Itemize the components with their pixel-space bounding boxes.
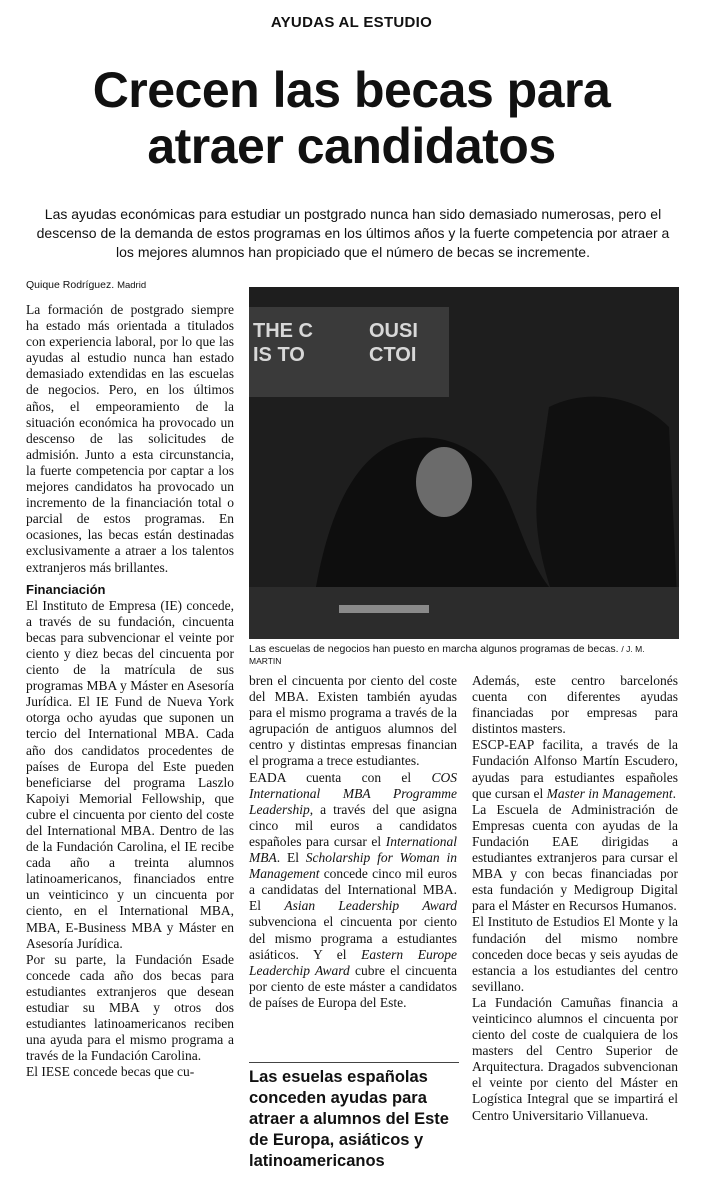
text-run: concede cinco mil euros a candidatas del International MBA. El (249, 866, 457, 914)
program-name: COS International MBA Programme Leadership (249, 769, 457, 817)
paragraph (249, 770, 457, 1011)
column-2 (249, 673, 457, 1011)
byline (26, 279, 146, 291)
byline-author: Quique Rodríguez. (26, 279, 115, 291)
photo-illustration (249, 287, 679, 639)
headline-line-2: atraer candidatos (147, 118, 556, 174)
pull-quote: Las esuelas españolas conceden ayudas para atraer a alumnos del Este de Europa, asiáticos y latinoamericanos (249, 1062, 459, 1172)
svg-text:IS TO: IS TO (253, 344, 305, 366)
paragraph: El IESE concede becas que cu- (26, 1064, 195, 1080)
dek: Las ayudas económicas para estudiar un postgrado nunca han sido demasiado numerosas, pero el descenso de la demanda de estos programas en los últimos años y la fuerte competencia por atraer a los mejores alumnos han propiciado que el número de becas se incremente. (36, 206, 670, 260)
section-label: AYUDAS AL ESTUDIO (270, 14, 433, 31)
program-name: Asian Leadership Award (284, 898, 457, 914)
program-name: Eastern Europe Leaderchip Award (249, 946, 457, 978)
paragraph: La Fundación Camuñas financia a veinticinco alumnos el cincuenta por ciento del coste de cualquiera de los masters del Centro Superior de Arquitectura. Dragados subvencionan el veinte por ciento del Máster en Logística Integral que se impartirá el Centro Universitario Villanueva. (472, 994, 678, 1123)
paragraph: Por su parte, la Fundación Esade concede cada año dos becas para estudiantes extranjeros que desean estudiar su MBA y otros dos estudiantes latinoamericanos reciben una ayuda para el mismo programa a través de la Fundación Carolina. (26, 951, 234, 1064)
text-run: cubre el cincuenta por ciento de este máster a candidatos de países de Europa del Este. (249, 962, 457, 1010)
headline-line-1: Crecen las becas para (92, 62, 611, 118)
photo-caption (249, 643, 679, 667)
program-name: International MBA (249, 833, 457, 866)
text-run: , a través del que asigna cinco mil euros a candidatos españoles para cursar el (249, 801, 457, 849)
caption-text: Las escuelas de negocios han puesto en marcha algunos programas de becas. (249, 643, 619, 655)
text-run: subvenciona el cincuenta por ciento del mismo programa a estudiantes asiáticos. Y el (249, 914, 457, 962)
paragraph: Además, este centro barcelonés cuenta con diferentes ayudas financiadas por empresas para distintos masters. (472, 673, 678, 737)
photo (249, 287, 679, 639)
photo-credit: / J. M. MARTIN (249, 644, 645, 666)
paragraph (472, 737, 678, 801)
byline-place: Madrid (117, 280, 147, 291)
paragraph: La Escuela de Administración de Empresas cuenta con ayudas de la Fundación EAE dirigidas a estudiantes extranjeros para cursar el MBA y con becas financiadas por esta fundación y Medigroup Digital para el Máster en Recursos Humanos. (472, 801, 678, 914)
paragraph: El Instituto de Empresa (IE) concede, a través de su fundación, cincuenta becas para subvencionar el veinte por ciento y diez becas del cincuenta por ciento de la matrícula de sus programas MBA y Máster en Asesoría Jurídica. El IE Fund de Nueva York otorga ocho ayudas que suponen un tercio del International MBA. Cada año dos candidatos procedentes de países de Europa del Este pueden beneficiarse del programa Laszlo Kapoiyi Memorial Fellowship, que cubre el cincuenta por ciento del coste del International MBA. Dentro de las de la Fundación Carolina, el IE recibe cada año a treinta alumnos latinoamericanos, financiados entre un veinticinco y un cincuenta por ciento, en el International MBA, MBA, E-Business MBA y Máster en Asesoría Jurídica. (26, 597, 234, 951)
svg-text:OUSI: OUSI (369, 320, 418, 342)
program-name: Master in Management (546, 785, 673, 801)
svg-text:THE C: THE C (253, 320, 313, 342)
paragraph: El Instituto de Estudios El Monte y la fundación del mismo nombre conceden doce becas y seis ayudas de estancia a los estudiantes del centro sevillano. (472, 914, 678, 994)
paragraph: La formación de postgrado siempre ha estado más orientada a titulados con experiencia laboral, por lo que las ayudas al estudio nunca han estado demasiado extendidas en las escuelas de negocios. Pero, en los últimos años, el empeoramiento de la situación económica ha provocado un descenso de las solicitudes de admisión. Junto a esta circunstancia, la fuerte competencia por captar a los mejores candidatos ha provocado un incremento de la financiación total o parcial de estos programas. En ocasiones, las becas están destinadas exclusivamente a atraer a los talentos extranjeros más brillantes. (26, 302, 234, 575)
paragraph: bren el cincuenta por ciento del coste del MBA. Existen también ayudas para el mismo programa a través de la agrupación de antiguos alumnos del centro y distintas empresas financian el programa a trece estudiantes. (249, 673, 457, 769)
program-name: Scholarship for Woman in Management (249, 850, 458, 882)
text-run: . (672, 785, 676, 801)
svg-text:CTOI: CTOI (369, 344, 417, 366)
column-3 (472, 673, 678, 1124)
subhead-financiacion: Financiación (26, 581, 106, 597)
headline (0, 62, 703, 174)
text-run: ESCP-EAP facilita, a través de la Fundación Alfonso Martín Escudero, ayudas para estudiantes españoles que cursan el (472, 737, 678, 801)
column-1 (26, 302, 234, 1081)
text-run: EADA cuenta con el (249, 769, 432, 785)
text-run: . El (276, 850, 306, 866)
